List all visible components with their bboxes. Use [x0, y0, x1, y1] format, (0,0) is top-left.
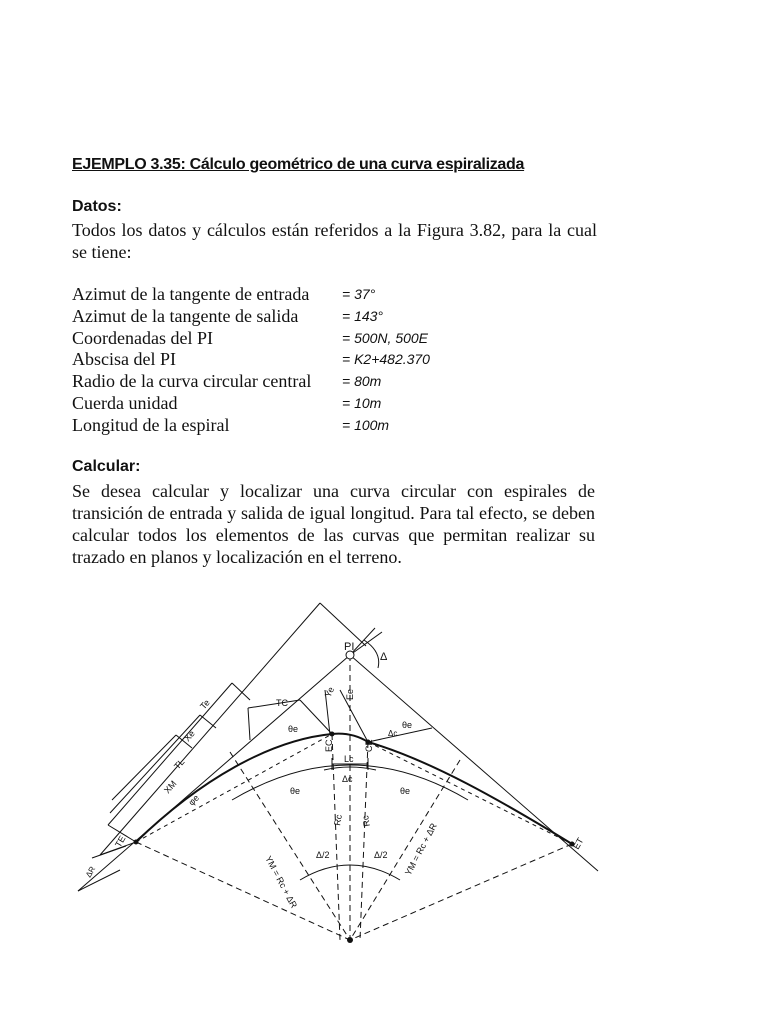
- data-row: [72, 306, 430, 328]
- half-delta-label-1: Δ/2: [316, 850, 330, 860]
- half-delta-label-2: Δ/2: [374, 850, 388, 860]
- data-label: Cuerda unidad: [72, 392, 178, 413]
- tc-label: TC: [276, 698, 288, 708]
- te-dimension-line: [100, 603, 320, 855]
- data-row: [72, 415, 430, 437]
- xe-label: Xe: [182, 728, 197, 744]
- data-value: = K2+482.370: [342, 351, 430, 368]
- tc-line: [248, 700, 300, 708]
- calcular-heading: Calcular:: [72, 458, 141, 475]
- rc-label-2: Rc: [360, 814, 372, 828]
- data-table: [72, 284, 430, 437]
- spiral-curve: [136, 734, 572, 844]
- data-value: = 37°: [342, 286, 376, 302]
- theta-e-label-3: θe: [290, 786, 301, 796]
- center-point: [347, 937, 353, 943]
- lc-label: Lc: [344, 754, 354, 764]
- pi-label: PI: [344, 641, 355, 653]
- data-value: = 10m: [342, 394, 382, 411]
- theta-e-label-1: θe: [288, 724, 299, 734]
- te-label: TE: [113, 834, 128, 849]
- ym-left-label: YM = Rc + ΔR: [263, 854, 300, 910]
- theta-e-label-4: θe: [400, 786, 411, 796]
- te-point: [134, 840, 139, 845]
- et-label: ET: [571, 836, 586, 851]
- te-length-label: Te: [198, 697, 212, 712]
- data-label: Coordenadas del PI: [72, 327, 213, 348]
- ec-point: [330, 732, 335, 737]
- data-label: Longitud de la espiral: [72, 414, 230, 435]
- data-label: Abscisa del PI: [72, 349, 176, 370]
- spiral-curve-figure: [0, 590, 768, 970]
- data-value: = 143°: [342, 307, 384, 324]
- delta-label: Δ: [380, 651, 388, 663]
- datos-heading: Datos:: [72, 198, 122, 215]
- data-label: Azimut de la tangente de entrada: [72, 284, 310, 304]
- te-extension: [320, 603, 366, 646]
- delta-c-label-2: Δc: [388, 729, 398, 738]
- xe-dimension-line: [108, 683, 232, 825]
- data-row: [72, 371, 430, 393]
- data-row: [72, 284, 430, 306]
- ym-right-label: YM = Rc + ΔR: [402, 821, 439, 877]
- entry-tangent: [78, 655, 350, 891]
- exit-tangent: [350, 655, 598, 871]
- data-value: = 500N, 500E: [342, 329, 429, 346]
- data-row: [72, 349, 430, 371]
- data-label: Azimut de la tangente de salida: [72, 305, 299, 326]
- theta-e-label-2: θe: [402, 720, 413, 730]
- datos-intro: Todos los datos y cálculos están referidos a la Figura 3.82, para la cual se tiene:: [72, 220, 597, 262]
- data-value: = 100m: [342, 416, 390, 433]
- data-row: [72, 393, 430, 415]
- page-title: EJEMPLO 3.35: Cálculo geométrico de una curva espiralizada: [72, 156, 525, 173]
- phi-e-label: φe: [186, 792, 202, 808]
- data-label: Radio de la curva circular central: [72, 371, 312, 392]
- data-row: [72, 328, 430, 350]
- data-value: = 80m: [342, 373, 382, 390]
- ec-label: EC: [324, 739, 334, 752]
- xm-label: XM: [162, 778, 179, 796]
- rc-label-1: Rc: [332, 813, 344, 827]
- calcular-text: Se desea calcular y localizar una curva circular con espirales de transición de entrada y salida de igual longitud. Para tal efecto, se deben calcular todos los elementos de las curvas que permitan realizar su trazado en planos y localización en el terreno.: [72, 481, 595, 567]
- delta-c-label-1: Δc: [342, 774, 353, 784]
- ye-label: Ye: [322, 685, 337, 699]
- tl-label: TL: [172, 756, 187, 772]
- ee-label: Ee: [345, 688, 355, 700]
- ce-label: CE: [364, 739, 374, 752]
- delta-r-label: ΔR: [83, 864, 98, 879]
